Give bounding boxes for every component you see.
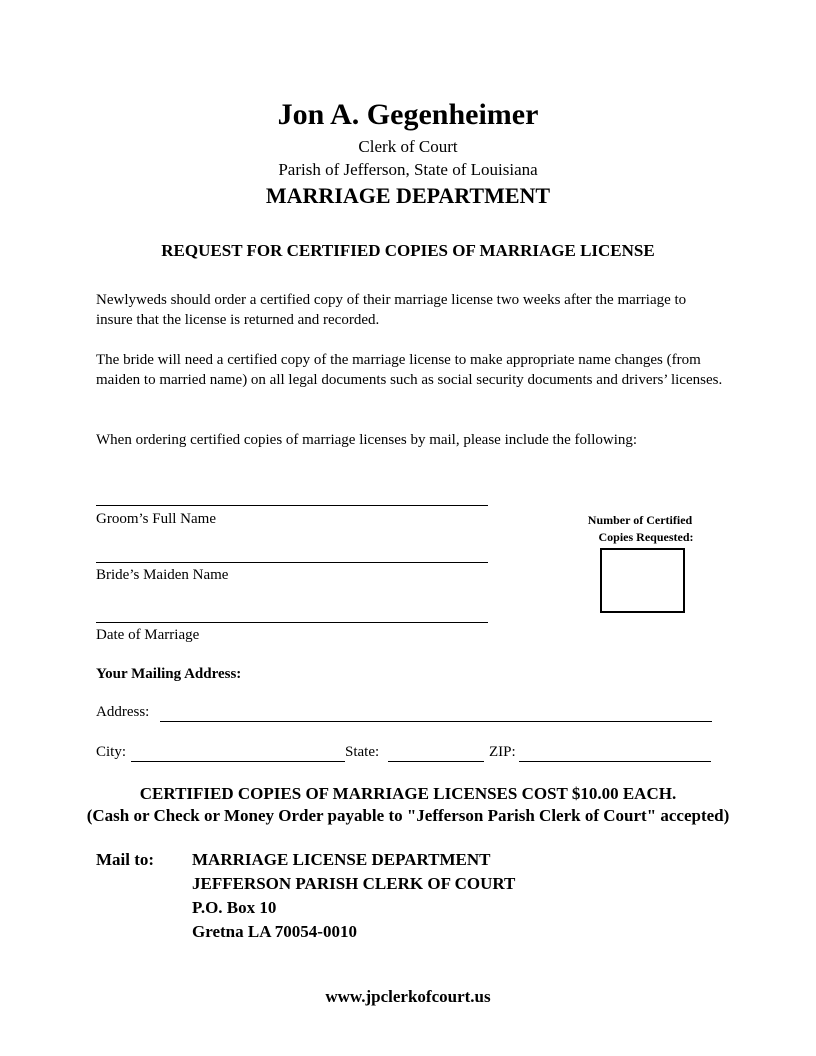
paragraph-instructions: When ordering certified copies of marriage licenses by mail, please include the following: xyxy=(96,432,638,448)
mail-address-line: MARRIAGE LICENSE DEPARTMENT xyxy=(192,850,491,869)
jurisdiction: Parish of Jefferson, State of Louisiana xyxy=(278,160,538,179)
copies-requested-box[interactable] xyxy=(600,548,685,613)
cost-notice: CERTIFIED COPIES OF MARRIAGE LICENSES COST $10.00 EACH. xyxy=(139,784,677,803)
department-title: MARRIAGE DEPARTMENT xyxy=(265,183,551,208)
address-line[interactable] xyxy=(160,721,712,722)
groom-name-label: Groom’s Full Name xyxy=(96,511,216,527)
payment-notice: (Cash or Check or Money Order payable to "Jefferson Parish Clerk of Court" accepted) xyxy=(86,806,730,825)
mail-address-line: P.O. Box 10 xyxy=(192,898,277,917)
state-label: State: xyxy=(345,744,380,760)
address-label: Address: xyxy=(96,704,150,720)
city-line[interactable] xyxy=(131,761,345,762)
paragraph-name-change: The bride will need a certified copy of the marriage license to make appropriate name changes (from maiden to married name) on all legal documents such as social security documents and drivers’ licenses. xyxy=(96,352,723,388)
website-link[interactable]: www.jpclerkofcourt.us xyxy=(325,987,491,1006)
city-label: City: xyxy=(96,744,127,760)
clerk-title: Clerk of Court xyxy=(358,137,458,156)
zip-line[interactable] xyxy=(519,761,711,762)
state-line[interactable] xyxy=(388,761,484,762)
mail-address-line: Gretna LA 70054-0010 xyxy=(192,922,357,941)
copies-label-1: Number of Certified xyxy=(587,513,693,527)
marriage-date-label: Date of Marriage xyxy=(96,627,200,643)
paragraph-timing: Newlyweds should order a certified copy of their marriage license two weeks after the marriage to insure that the license is returned and recorded. xyxy=(96,292,687,328)
mailing-address-heading: Your Mailing Address: xyxy=(96,666,242,682)
zip-label: ZIP: xyxy=(489,744,516,760)
groom-name-line[interactable] xyxy=(96,505,488,506)
copies-label-2: Copies Requested: xyxy=(598,530,694,544)
bride-name-label: Bride’s Maiden Name xyxy=(96,567,229,583)
bride-name-line[interactable] xyxy=(96,562,488,563)
form-title: REQUEST FOR CERTIFIED COPIES OF MARRIAGE LICENSE xyxy=(161,241,655,260)
marriage-date-line[interactable] xyxy=(96,622,488,623)
mail-address-line: JEFFERSON PARISH CLERK OF COURT xyxy=(192,874,516,893)
clerk-name: Jon A. Gegenheimer xyxy=(277,98,539,131)
mail-to-label: Mail to: xyxy=(96,850,155,869)
